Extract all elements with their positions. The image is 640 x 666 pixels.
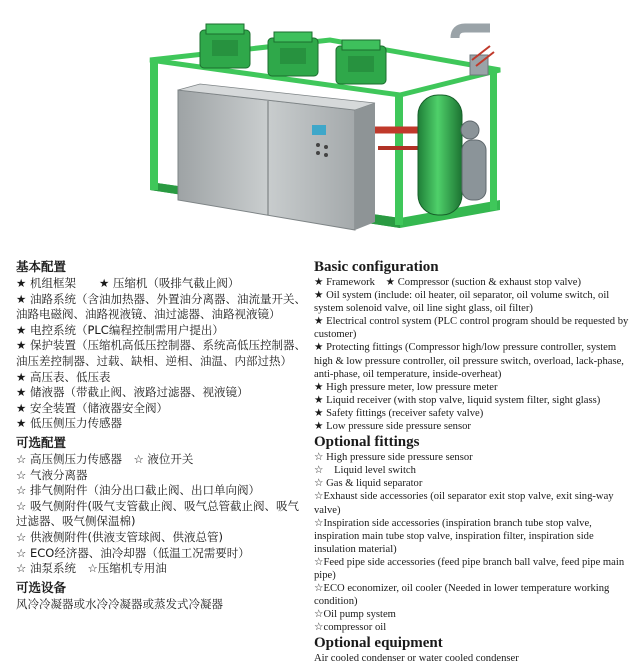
- optional-equipment-title-zh: 可选设备: [16, 579, 67, 595]
- optional-item-zh: ☆ 供液侧附件(供液支管球阀、供液总管): [16, 529, 223, 544]
- optional-item-en: ☆compressor oil: [314, 622, 387, 634]
- basic-item-en: ★ Framework ★ Compressor (suction & exhaust stop valve): [314, 277, 582, 288]
- compressor-unit-illustration: [0, 0, 640, 250]
- compressor-1: [200, 24, 250, 68]
- basic-item-zh: ★ 储液器（带截止阀、液路过滤器、视液镜）: [16, 385, 249, 400]
- optional-item-zh: ☆ ECO经济器、油冷却器（低温工况需要时）: [16, 545, 250, 560]
- optional-config-title-zh: 可选配置: [16, 434, 67, 450]
- optional-item-zh: ☆ 高压侧压力传感器 ☆ 液位开关: [16, 451, 194, 466]
- basic-config-title-en: Basic configuration: [314, 259, 439, 275]
- basic-config-title-zh: 基本配置: [16, 259, 67, 274]
- optional-item-zh: ☆ 油泵系统 ☆压缩机专用油: [16, 561, 167, 576]
- basic-item-en: ★ Low pressure side pressure sensor: [314, 421, 471, 433]
- optional-item-zh: ☆ 排气侧附件（油分出口截止阀、出口单向阀）: [16, 483, 260, 498]
- optional-item-en: ☆ECO economizer, oil cooler (Needed in lower temperature working condition): [314, 583, 610, 608]
- optional-equipment-title-en: Optional equipment: [314, 635, 443, 652]
- optional-item-en: ☆Inspiration side accessories (inspiration branch tube stop valve, inspiration main tube stop valve, inspiration filter, inspiration side insulation material): [314, 517, 594, 555]
- chinese-spec-column: [16, 258, 308, 612]
- basic-item-en: ★ Safety fittings (receiver safety valve): [314, 407, 484, 419]
- compressor-3: [336, 40, 386, 84]
- basic-item-zh: ★ 电控系统（PLC编程控制需用户提出）: [16, 322, 224, 337]
- optional-item-en: ☆ Liquid level switch: [314, 465, 416, 477]
- electrical-cabinet: [178, 84, 375, 230]
- basic-item-zh: ★ 油路系统（含油加热器、外置油分离器、油流量开关、油路电磁阀、油路视液镜、油过滤器、油路视液镜）: [16, 291, 306, 322]
- basic-item-zh: ★ 低压侧压力传感器: [16, 416, 122, 431]
- optional-item-en: ☆ High pressure side pressure sensor: [314, 452, 473, 464]
- optional-item-en: ☆Exhaust side accessories (oil separator exit stop valve, exit sing-way valve): [314, 491, 614, 516]
- basic-item-zh: ★ 高压表、低压表: [16, 369, 111, 384]
- basic-item-en: ★ Protecting fittings (Compressor high/low pressure controller, system high & low pressure controller, oil pressure switch, overload, lack-phase, anti-phase, oil temperature, inside-overheat): [314, 342, 624, 380]
- basic-item-en: ★ Electrical control system (PLC control program should be requested by customer): [314, 316, 629, 341]
- basic-item-zh: ★ 机组框架 ★ 压缩机（吸排气截止阀）: [16, 276, 240, 290]
- basic-item-en: ★ Liquid receiver (with stop valve, liquid system filter, sight glass): [314, 394, 601, 406]
- optional-item-zh: ☆ 吸气侧附件(吸气支管截止阀、吸气总管截止阀、吸气过滤器、吸气侧保温棉): [16, 498, 299, 529]
- optional-equipment-text-zh: 风冷冷凝器或水冷冷凝器或蒸发式冷凝器: [16, 596, 223, 611]
- english-spec-column: [314, 258, 632, 666]
- basic-item-en: ★ Oil system (include: oil heater, oil separator, oil volume switch, oil system solenoid valve, oil line sight glass, oil filter): [314, 290, 610, 315]
- compressor-2: [268, 32, 318, 76]
- receiver-vessel: [418, 95, 486, 215]
- basic-item-en: ★ High pressure meter, low pressure meter: [314, 381, 498, 393]
- optional-fittings-title-en: Optional fittings: [314, 434, 420, 451]
- optional-item-en: ☆Feed pipe side accessories (feed pipe branch ball valve, feed pipe main pipe): [314, 556, 625, 581]
- optional-equipment-text-en: Air cooled condenser or water cooled condenser: [314, 653, 519, 665]
- optional-item-en: ☆Oil pump system: [314, 609, 396, 621]
- basic-item-zh: ★ 保护装置（压缩机高低压控制器、系统高低压控制器、油压差控制器、过载、缺相、逆相、油温、内部过热）: [16, 338, 306, 368]
- optional-item-zh: ☆ 气液分离器: [16, 467, 88, 482]
- optional-item-en: ☆ Gas & liquid separator: [314, 478, 423, 490]
- basic-item-zh: ★ 安全装置（储液器安全阀）: [16, 400, 168, 415]
